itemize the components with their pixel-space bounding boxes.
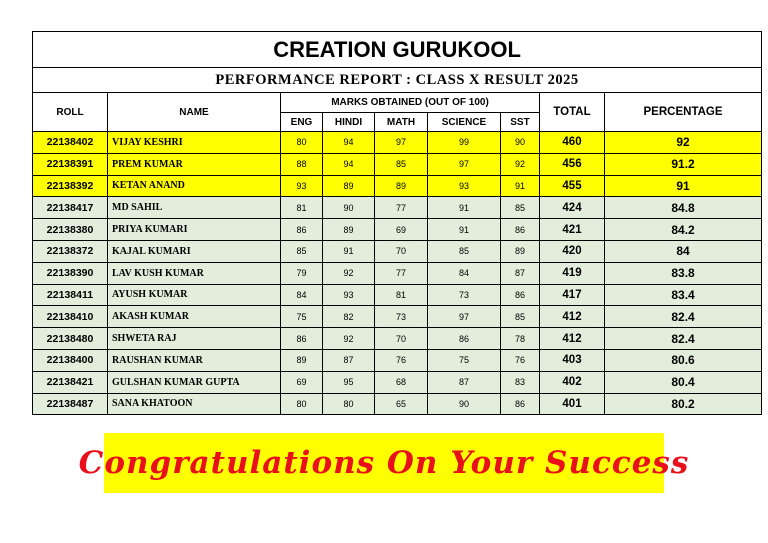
mark-cell: 85 — [281, 240, 323, 262]
table-row — [33, 393, 762, 415]
mark-cell: 81 — [375, 284, 428, 306]
table-row — [33, 349, 762, 371]
name-cell: AYUSH KUMAR — [108, 284, 281, 306]
mark-cell: 91 — [428, 219, 501, 241]
table-row — [33, 284, 762, 306]
roll-cell: 22138487 — [33, 393, 108, 415]
mark-cell: 89 — [323, 175, 375, 197]
total-cell: 412 — [540, 328, 605, 350]
mark-cell: 87 — [501, 262, 540, 284]
banner-text: Congratulations On Your Success — [78, 445, 690, 481]
mark-cell: 73 — [428, 284, 501, 306]
total-cell: 424 — [540, 197, 605, 219]
mark-cell: 80 — [281, 132, 323, 154]
percentage-cell: 84.8 — [605, 197, 762, 219]
name-cell: LAV KUSH KUMAR — [108, 262, 281, 284]
header-subject-eng: ENG — [281, 113, 323, 132]
mark-cell: 89 — [323, 219, 375, 241]
header-subject-science: SCIENCE — [428, 113, 501, 132]
mark-cell: 92 — [323, 328, 375, 350]
header-name: NAME — [108, 93, 281, 132]
percentage-cell: 82.4 — [605, 328, 762, 350]
total-cell: 456 — [540, 153, 605, 175]
mark-cell: 86 — [281, 328, 323, 350]
mark-cell: 68 — [375, 371, 428, 393]
roll-cell: 22138392 — [33, 175, 108, 197]
total-cell: 412 — [540, 306, 605, 328]
mark-cell: 85 — [501, 306, 540, 328]
total-cell: 421 — [540, 219, 605, 241]
percentage-cell: 80.2 — [605, 393, 762, 415]
name-cell: SANA KHATOON — [108, 393, 281, 415]
roll-cell: 22138410 — [33, 306, 108, 328]
mark-cell: 77 — [375, 197, 428, 219]
name-cell: VIJAY KESHRI — [108, 132, 281, 154]
congratulations-banner — [78, 433, 690, 493]
mark-cell: 81 — [281, 197, 323, 219]
mark-cell: 73 — [375, 306, 428, 328]
roll-cell: 22138402 — [33, 132, 108, 154]
roll-cell: 22138411 — [33, 284, 108, 306]
mark-cell: 79 — [281, 262, 323, 284]
header-marks-group: MARKS OBTAINED (OUT OF 100) — [281, 93, 540, 113]
mark-cell: 86 — [428, 328, 501, 350]
name-cell: PREM KUMAR — [108, 153, 281, 175]
table-row — [33, 175, 762, 197]
percentage-cell: 91 — [605, 175, 762, 197]
mark-cell: 97 — [428, 153, 501, 175]
mark-cell: 76 — [375, 349, 428, 371]
roll-cell: 22138380 — [33, 219, 108, 241]
mark-cell: 89 — [375, 175, 428, 197]
total-cell: 401 — [540, 393, 605, 415]
mark-cell: 86 — [281, 219, 323, 241]
mark-cell: 85 — [375, 153, 428, 175]
table-row — [33, 240, 762, 262]
header-total: TOTAL — [540, 93, 605, 132]
mark-cell: 91 — [501, 175, 540, 197]
mark-cell: 87 — [428, 371, 501, 393]
roll-cell: 22138372 — [33, 240, 108, 262]
mark-cell: 91 — [428, 197, 501, 219]
percentage-cell: 92 — [605, 132, 762, 154]
total-cell: 419 — [540, 262, 605, 284]
table-row — [33, 262, 762, 284]
mark-cell: 85 — [428, 240, 501, 262]
mark-cell: 86 — [501, 219, 540, 241]
table-row — [33, 328, 762, 350]
mark-cell: 91 — [323, 240, 375, 262]
name-cell: KAJAL KUMARI — [108, 240, 281, 262]
name-cell: PRIYA KUMARI — [108, 219, 281, 241]
name-cell: MD SAHIL — [108, 197, 281, 219]
mark-cell: 93 — [323, 284, 375, 306]
mark-cell: 70 — [375, 328, 428, 350]
percentage-cell: 82.4 — [605, 306, 762, 328]
mark-cell: 95 — [323, 371, 375, 393]
mark-cell: 90 — [501, 132, 540, 154]
mark-cell: 99 — [428, 132, 501, 154]
mark-cell: 88 — [281, 153, 323, 175]
header-subject-math: MATH — [375, 113, 428, 132]
mark-cell: 69 — [375, 219, 428, 241]
mark-cell: 94 — [323, 132, 375, 154]
name-cell: SHWETA RAJ — [108, 328, 281, 350]
header-subject-sst: SST — [501, 113, 540, 132]
mark-cell: 97 — [428, 306, 501, 328]
percentage-cell: 80.4 — [605, 371, 762, 393]
name-cell: KETAN ANAND — [108, 175, 281, 197]
header-percentage: PERCENTAGE — [605, 93, 762, 132]
mark-cell: 84 — [281, 284, 323, 306]
mark-cell: 65 — [375, 393, 428, 415]
total-cell: 402 — [540, 371, 605, 393]
mark-cell: 84 — [428, 262, 501, 284]
header-roll: ROLL — [33, 93, 108, 132]
roll-cell: 22138417 — [33, 197, 108, 219]
table-row — [33, 371, 762, 393]
percentage-cell: 84.2 — [605, 219, 762, 241]
roll-cell: 22138391 — [33, 153, 108, 175]
name-cell: AKASH KUMAR — [108, 306, 281, 328]
percentage-cell: 83.4 — [605, 284, 762, 306]
table-row — [33, 132, 762, 154]
name-cell: RAUSHAN KUMAR — [108, 349, 281, 371]
mark-cell: 92 — [501, 153, 540, 175]
mark-cell: 89 — [281, 349, 323, 371]
mark-cell: 70 — [375, 240, 428, 262]
mark-cell: 69 — [281, 371, 323, 393]
name-cell: GULSHAN KUMAR GUPTA — [108, 371, 281, 393]
mark-cell: 86 — [501, 393, 540, 415]
total-cell: 403 — [540, 349, 605, 371]
header-subject-hindi: HINDI — [323, 113, 375, 132]
percentage-cell: 91.2 — [605, 153, 762, 175]
table-row — [33, 219, 762, 241]
mark-cell: 80 — [281, 393, 323, 415]
mark-cell: 78 — [501, 328, 540, 350]
mark-cell: 89 — [501, 240, 540, 262]
mark-cell: 87 — [323, 349, 375, 371]
total-cell: 420 — [540, 240, 605, 262]
result-table — [32, 31, 762, 415]
percentage-cell: 83.8 — [605, 262, 762, 284]
table-row — [33, 197, 762, 219]
mark-cell: 80 — [323, 393, 375, 415]
mark-cell: 97 — [375, 132, 428, 154]
percentage-cell: 80.6 — [605, 349, 762, 371]
roll-cell: 22138390 — [33, 262, 108, 284]
mark-cell: 76 — [501, 349, 540, 371]
mark-cell: 92 — [323, 262, 375, 284]
mark-cell: 94 — [323, 153, 375, 175]
result-sheet — [32, 31, 761, 415]
roll-cell: 22138400 — [33, 349, 108, 371]
mark-cell: 93 — [428, 175, 501, 197]
mark-cell: 93 — [281, 175, 323, 197]
total-cell: 417 — [540, 284, 605, 306]
table-row — [33, 306, 762, 328]
total-cell: 460 — [540, 132, 605, 154]
mark-cell: 75 — [428, 349, 501, 371]
roll-cell: 22138480 — [33, 328, 108, 350]
mark-cell: 90 — [323, 197, 375, 219]
roll-cell: 22138421 — [33, 371, 108, 393]
mark-cell: 82 — [323, 306, 375, 328]
mark-cell: 85 — [501, 197, 540, 219]
mark-cell: 90 — [428, 393, 501, 415]
mark-cell: 83 — [501, 371, 540, 393]
mark-cell: 86 — [501, 284, 540, 306]
percentage-cell: 84 — [605, 240, 762, 262]
mark-cell: 77 — [375, 262, 428, 284]
report-title: PERFORMANCE REPORT : CLASS X RESULT 2025 — [33, 68, 762, 93]
total-cell: 455 — [540, 175, 605, 197]
mark-cell: 75 — [281, 306, 323, 328]
table-row — [33, 153, 762, 175]
school-name: CREATION GURUKOOL — [33, 32, 762, 68]
